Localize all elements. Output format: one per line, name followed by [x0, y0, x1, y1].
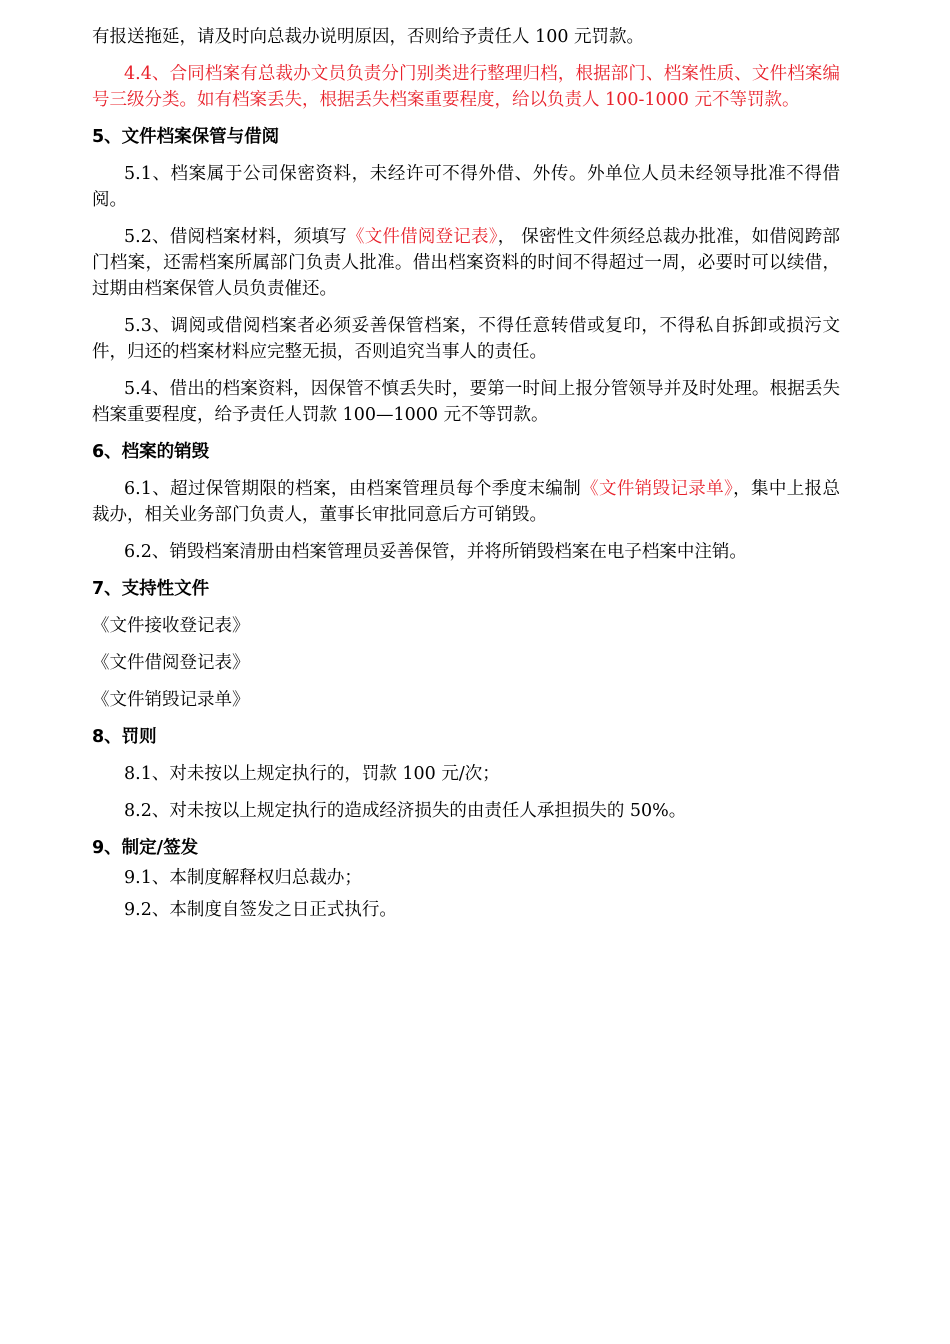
destruction-record-link: 《文件销毁记录单》: [581, 479, 734, 499]
clause-6-2: 6.2、销毁档案清册由档案管理员妥善保管，并将所销毁档案在电子档案中注销。: [124, 542, 747, 562]
support-doc-borrow-register: 《文件借阅登记表》: [92, 653, 250, 673]
clause-5-3: 5.3、调阅或借阅档案者必须妥善保管档案，不得任意转借或复印，不得私自拆卸或损污文件，归还的档案材料应完整无损，否则追究当事人的责任。: [92, 316, 840, 362]
section-8-heading: 8、罚则: [92, 727, 157, 747]
clause-8-1: 8.1、对未按以上规定执行的，罚款 100 元/次；: [124, 764, 500, 784]
clause-6-1: [92, 476, 840, 528]
clause-5-1: 5.1、档案属于公司保密资料，未经许可不得外借、外传。外单位人员未经领导批准不得借阅。: [92, 164, 840, 210]
clause-9-2: 9.2、本制度自签发之日正式执行。: [124, 900, 397, 920]
clause-6-1-text-b: ，集中上报总裁办，相关业务部门负责人，董事长审批同意后方可销毁。: [92, 479, 841, 525]
clause-5-4: 5.4、借出的档案资料，因保管不慎丢失时，要第一时间上报分管领导并及时处理。根据丢失档案重要程度，给予责任人罚款 100—1000 元不等罚款。: [92, 379, 840, 425]
clause-5-2-text-a: 5.2、借阅档案材料，须填写: [124, 227, 347, 247]
carryover-paragraph: 有报送拖延，请及时向总裁办说明原因，否则给予责任人 100 元罚款。: [92, 27, 645, 47]
section-5-heading: 5、文件档案保管与借阅: [92, 127, 280, 147]
section-7-heading: 7、支持性文件: [92, 579, 210, 599]
section-9-heading: 9、制定/签发: [92, 838, 199, 858]
support-doc-receipt-register: 《文件接收登记表》: [92, 616, 250, 636]
support-doc-destruction-record: 《文件销毁记录单》: [92, 690, 250, 710]
document-page: [92, 24, 840, 929]
clause-6-1-text-a: 6.1、超过保管期限的档案，由档案管理员每个季度末编制: [124, 479, 582, 499]
section-6-heading: 6、档案的销毁: [92, 442, 210, 462]
clause-5-2-text-b: ， 保密性文件须经总裁办批准，如借阅跨部门档案，还需档案所属部门负责人批准。借出档案资料的时间不得超过一周，必要时可以续借，过期由档案保管人员负责催还。: [92, 227, 840, 299]
clause-8-2: 8.2、对未按以上规定执行的造成经济损失的由责任人承担损失的 50%。: [124, 801, 687, 821]
clause-9-1: 9.1、本制度解释权归总裁办；: [124, 868, 362, 888]
borrow-register-link: 《文件借阅登记表》: [346, 227, 498, 247]
clause-4-4: 4.4、合同档案有总裁办文员负责分门别类进行整理归档，根据部门、档案性质、文件档案编号三级分类。如有档案丢失，根据丢失档案重要程度，给以负责人 100-1000 元不等罚款。: [92, 64, 840, 110]
clause-5-2: [92, 224, 840, 302]
